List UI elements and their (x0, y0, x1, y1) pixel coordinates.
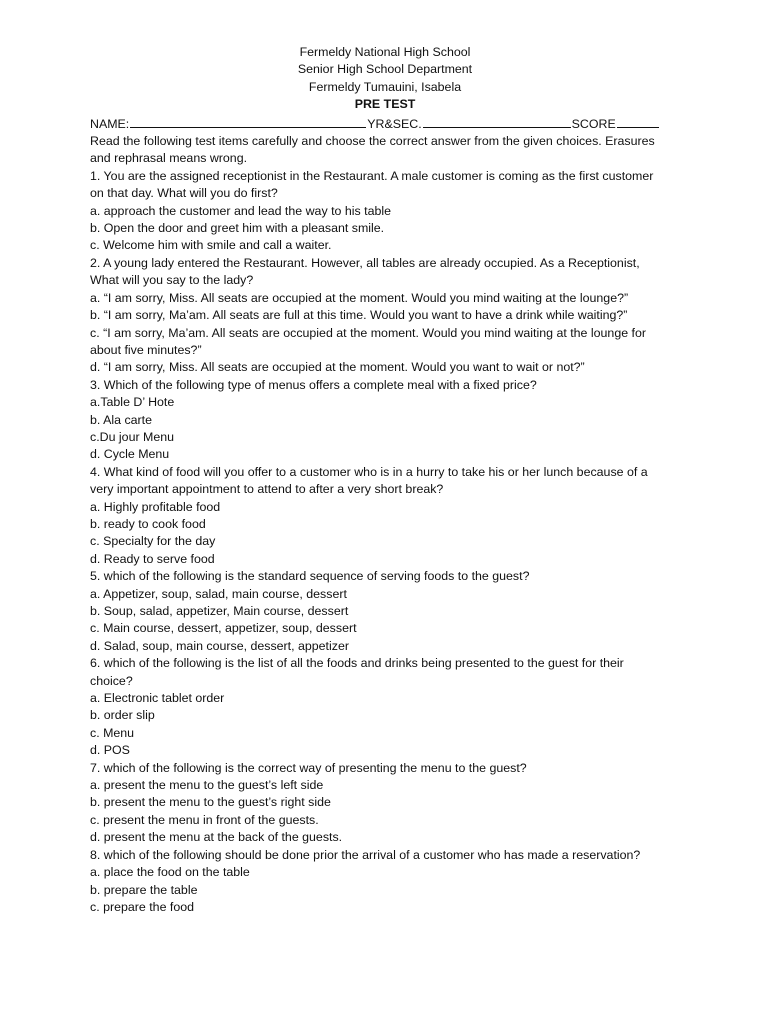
yr-sec-label: YR&SEC. (367, 116, 422, 131)
question-stem: 2. A young lady entered the Restaurant. However, all tables are already occupied. As a Receptionist, (90, 255, 640, 270)
question-5 (90, 568, 680, 655)
answer-choice: b. prepare the table (90, 882, 198, 897)
question-stem: choice? (90, 673, 133, 688)
question-stem: 8. which of the following should be done prior the arrival of a customer who has made a reservation? (90, 847, 641, 862)
answer-choice: b. order slip (90, 708, 155, 723)
school-location: Fermeldy Tumauini, Isabela (308, 79, 462, 94)
test-document (90, 44, 680, 916)
question-stem: on that day. What will you do first? (90, 186, 278, 201)
instructions-line: Read the following test items carefully and choose the correct answer from the given choices. Erasures (90, 134, 655, 149)
name-blank (130, 114, 366, 128)
answer-choice: c. “I am sorry, Ma’am. All seats are occupied at the moment. Would you mind waiting at the lounge for (90, 325, 646, 340)
answer-choice: d. POS (90, 743, 130, 758)
answer-choice: about five minutes?” (90, 342, 202, 357)
answer-choice: c. Menu (90, 725, 135, 740)
question-stem: 7. which of the following is the correct way of presenting the menu to the guest? (90, 760, 527, 775)
question-6 (90, 655, 680, 759)
answer-choice: d. Cycle Menu (90, 447, 170, 462)
question-2 (90, 255, 680, 377)
answer-choice: c. Main course, dessert, appetizer, soup, dessert (90, 621, 357, 636)
answer-choice: b. Ala carte (90, 412, 152, 427)
name-label: NAME: (90, 116, 130, 131)
answer-choice: a. present the menu to the guest’s left side (90, 778, 324, 793)
answer-choice: a. Appetizer, soup, salad, main course, dessert (90, 586, 347, 601)
answer-choice: a. Electronic tablet order (90, 691, 225, 706)
score-blank (617, 114, 659, 128)
answer-choice: c. Welcome him with smile and call a waiter. (90, 238, 332, 253)
student-info-row (90, 114, 680, 133)
question-1 (90, 168, 680, 255)
answer-choice: c. prepare the food (90, 899, 195, 914)
answer-choice: d. Ready to serve food (90, 551, 215, 566)
yr-sec-blank (423, 114, 571, 128)
school-name: Fermeldy National High School (299, 45, 471, 59)
question-stem: 6. which of the following is the list of all the foods and drinks being presented to the guest for their (90, 656, 624, 671)
answer-choice: a.Table D’ Hote (90, 395, 175, 410)
answer-choice: c. present the menu in front of the guests. (90, 812, 319, 827)
answer-choice: a. “I am sorry, Miss. All seats are occupied at the moment. Would you mind waiting at the lounge?” (90, 290, 629, 305)
question-4 (90, 464, 680, 568)
question-stem: What will you say to the lady? (90, 273, 254, 288)
answer-choice: a. approach the customer and lead the way to his table (90, 203, 392, 218)
answer-choice: c.Du jour Menu (90, 429, 175, 444)
answer-choice: d. present the menu at the back of the guests. (90, 830, 343, 845)
question-stem: 5. which of the following is the standard sequence of serving foods to the guest? (90, 569, 530, 584)
answer-choice: b. ready to cook food (90, 516, 206, 531)
test-title: PRE TEST (354, 97, 416, 112)
department-name: Senior High School Department (297, 62, 473, 77)
score-label: SCORE (571, 116, 616, 131)
answer-choice: a. Highly profitable food (90, 499, 221, 514)
answer-choice: b. Soup, salad, appetizer, Main course, dessert (90, 604, 349, 618)
question-stem: 3. Which of the following type of menus offers a complete meal with a fixed price? (90, 377, 537, 392)
question-3 (90, 377, 680, 464)
answer-choice: d. “I am sorry, Miss. All seats are occupied at the moment. Would you want to wait or not?” (90, 360, 585, 375)
answer-choice: a. place the food on the table (90, 865, 250, 880)
question-7 (90, 760, 680, 847)
instructions-line: and rephrasal means wrong. (90, 151, 248, 166)
question-stem: 4. What kind of food will you offer to a customer who is in a hurry to take his or her lunch because of a (90, 464, 648, 479)
instructions (90, 133, 680, 168)
question-stem: 1. You are the assigned receptionist in the Restaurant. A male customer is coming as the first customer (90, 168, 654, 183)
question-stem: very important appointment to attend to after a very short break? (90, 482, 444, 497)
answer-choice: d. Salad, soup, main course, dessert, appetizer (90, 638, 349, 653)
answer-choice: c. Specialty for the day (90, 534, 216, 549)
answer-choice: b. Open the door and greet him with a pleasant smile. (90, 221, 385, 236)
document-header (90, 44, 680, 114)
answer-choice: b. “I am sorry, Ma’am. All seats are full at this time. Would you want to have a drink while waiting?” (90, 308, 628, 323)
answer-choice: b. present the menu to the guest’s right side (90, 795, 331, 810)
question-8 (90, 847, 680, 917)
